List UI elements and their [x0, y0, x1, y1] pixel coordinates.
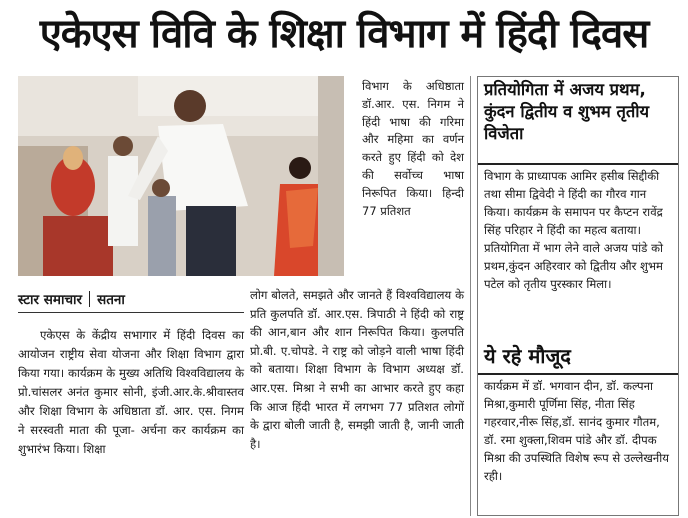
byline-rule — [18, 312, 244, 313]
sidebar-box — [477, 76, 679, 516]
sidebar-heading-2: ये रहे मौजूद — [484, 344, 571, 368]
byline — [18, 290, 244, 308]
article-col-mid-bottom: लोग बोलते, समझते और जानते हैं विश्वविद्यालय के प्रति कुलपति डॉ. आर.एस. त्रिपाठी ने हिंदी को राष्ट्र की आन,बान और शान निरूपित किया। कुलपति प्रो.बी. ए.चोपडे. ने राष्ट्र को जोड़ने वाली भाषा हिंदी को बताया। शिक्षा विभाग के विभाग अध्यक्ष डॉ. आर.एस. मिश्रा ने सभी का आभार करते हुए कहा कि आज हिंदी भारत में लगभग 77 प्रतिशत लोगों के द्वारा बोली जाती है, समझी जाती है, जानी जाती है। — [250, 288, 464, 451]
sidebar-rule — [478, 163, 678, 165]
byline-source: स्टार समाचार — [18, 292, 83, 308]
sidebar-text-2: कार्यक्रम में डॉ. भगवान दीन, डॉ. कल्पना मिश्रा,कुमारी पूर्णिमा सिंह, नीता सिंह गहरवार,नीरू सिंह,डॉ. सानंद कुमार गौतम, डॉ. रमा शुक्ला,शिवम पांडे और डॉ. दीपक मिश्रा की उपस्थिति विशेष रूप से उल्लेखनीय रही। — [484, 379, 669, 483]
sidebar-rule-2 — [478, 373, 678, 375]
article-col-left: एकेएस के केंद्रीय सभागार में हिंदी दिवस का आयोजन राष्ट्रीय सेवा योजना और शिक्षा विभाग द्वारा किया गया। कार्यक्रम के मुख्य अतिथि विश्वविद्यालय के प्रो.चांसलर अनंत कुमार सोनी, इंजी.आर.के.श्रीवास्तव और शिक्षा विभाग के अधिष्ठाता डॉ. आर. एस. निगम ने सरस्वती माता की पूजा- अर्चना कर कार्यक्रम का शुभारंभ किया। शिक्षा — [18, 328, 244, 456]
sidebar-text-1: विभाग के प्राध्यापक आमिर हसीब सिद्दीकी तथा सीमा द्विवेदी ने हिंदी का गौरव गान किया। कार्यक्रम के समापन पर कैप्टन रावेंद्र सिंह परिहार ने हिंदी का महत्व बताया। प्रतियोगिता में भाग लेने वाले अजय पांडे को प्रथम,कुंदन अहिरवार को द्वितीय और शुभम पटेल को तृतीय पुरस्कार मिला। — [484, 169, 663, 291]
byline-city: सतना — [97, 292, 125, 308]
article-col-mid-top: विभाग के अधिष्ठाता डॉ.आर. एस. निगम ने हिंदी भाषा की गरिमा और महिमा का वर्णन करते हुए हिंदी को देश की सर्वोच्च भाषा निरूपित किया। हिन्दी 77 प्रतिशत — [362, 79, 464, 218]
event-photo — [18, 76, 344, 276]
column-divider — [470, 76, 471, 516]
event-photo-icon — [18, 76, 344, 276]
headline: एकेएस विवि के शिक्षा विभाग में हिंदी दिवस — [39, 11, 649, 57]
byline-divider — [89, 291, 90, 307]
sidebar-heading: प्रतियोगिता में अजय प्रथम, कुंदन द्वितीय व शुभम तृतीय विजेता — [484, 80, 650, 143]
